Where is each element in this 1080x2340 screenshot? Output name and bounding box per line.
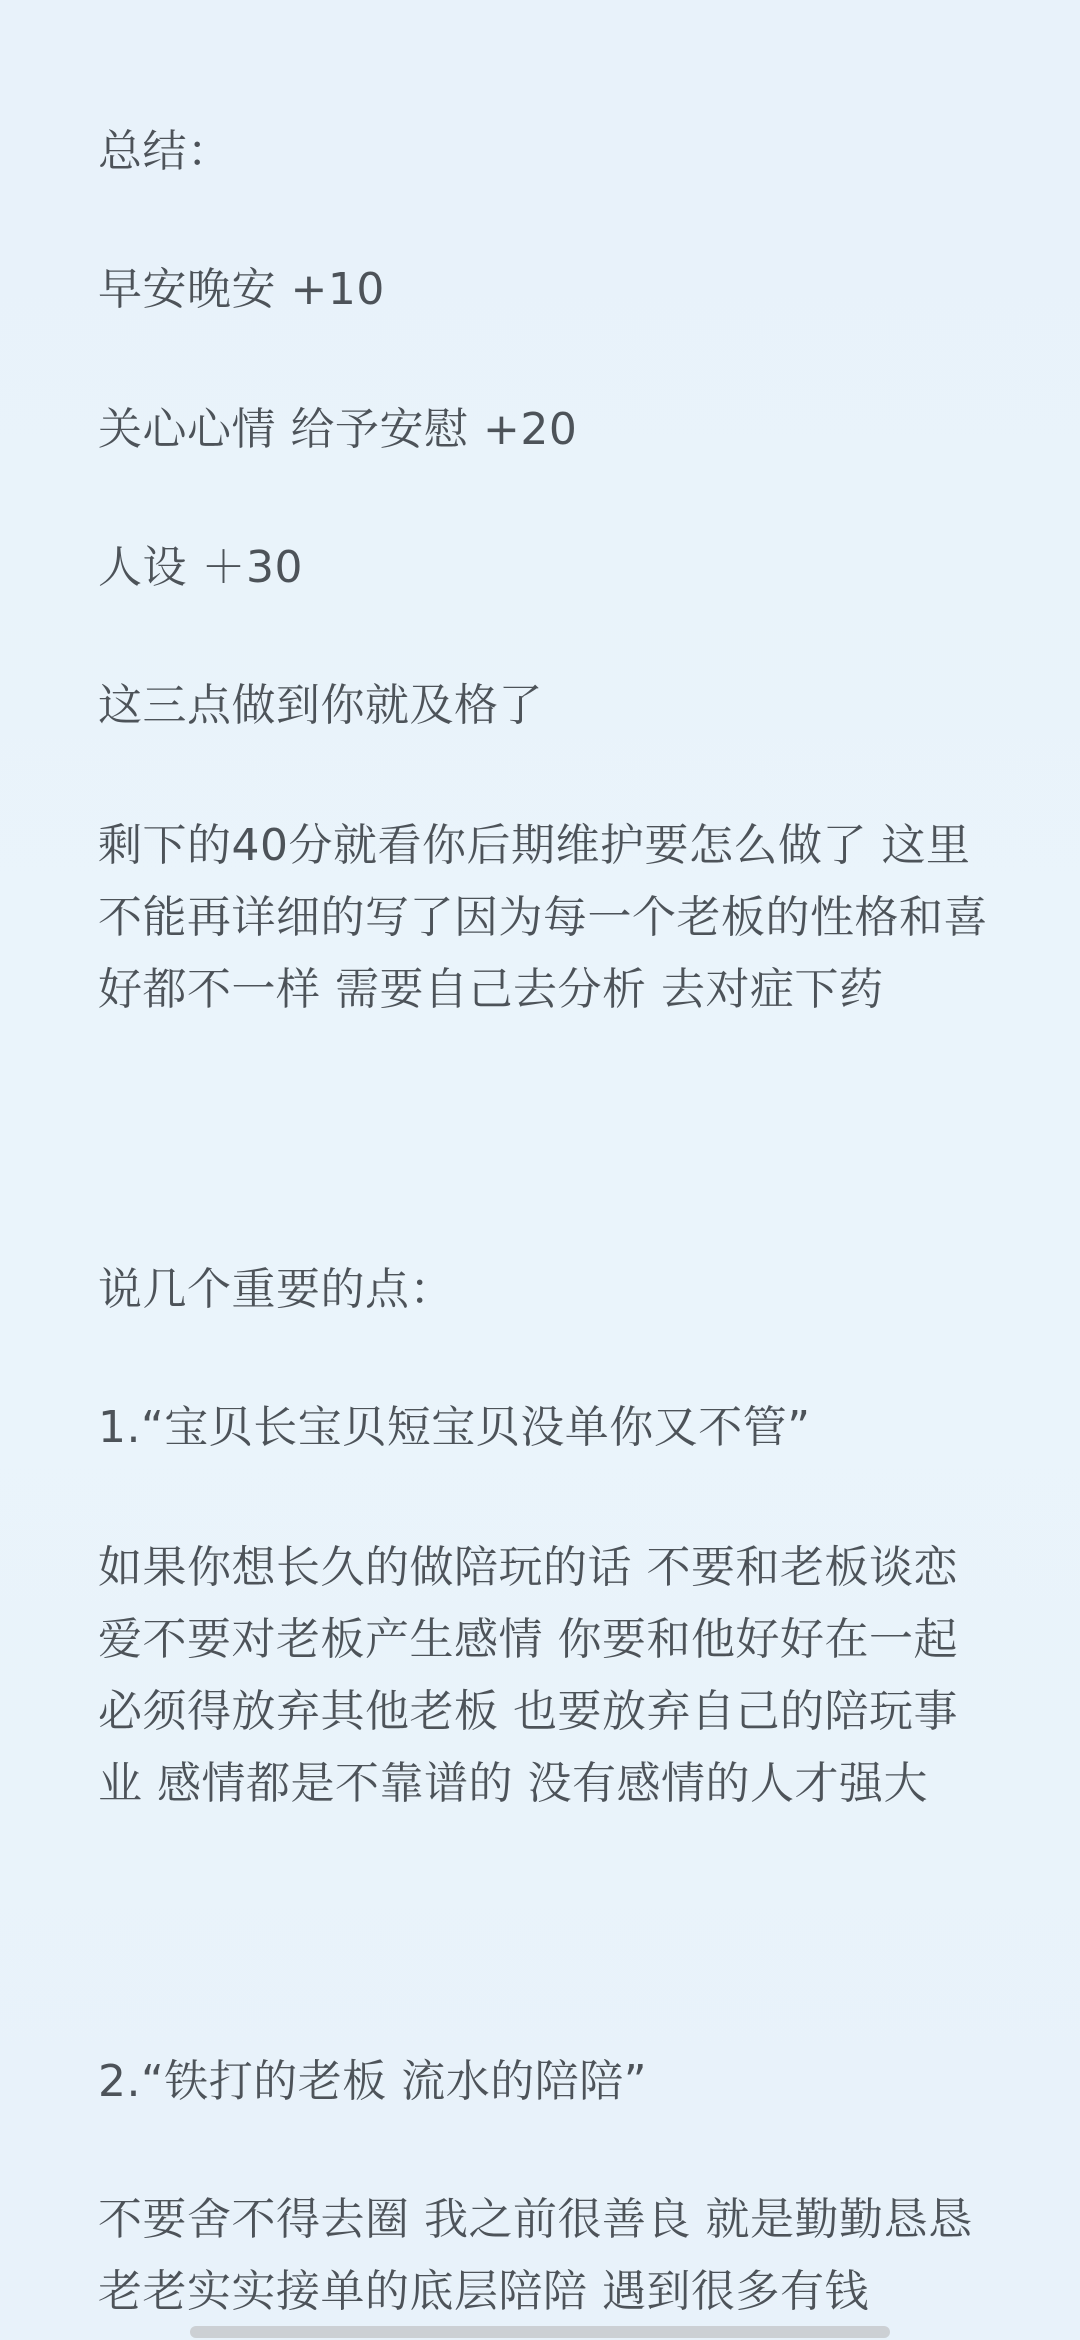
point-2-title: 2.“铁打的老板 流水的陪陪”	[98, 2056, 648, 2107]
point-2-body: 不要舍不得去圈 我之前很善良 就是勤勤恳恳老老实实接单的底层陪陪 遇到很多有钱	[98, 2194, 973, 2317]
home-indicator-bar[interactable]	[190, 2326, 890, 2338]
summary-line-greeting: 早安晚安 +10	[98, 264, 385, 315]
summary-line-care: 关心心情 给予安慰 +20	[98, 404, 578, 455]
important-points-heading: 说几个重要的点：	[98, 1264, 454, 1315]
paragraph-remaining-points: 剩下的40分就看你后期维护要怎么做了 这里不能再详细的写了因为每一个老板的性格和喜好都不一样 需要自己去分析 去对症下药	[98, 820, 988, 1015]
summary-line-persona: 人设 ＋30	[98, 542, 303, 593]
summary-line-pass: 这三点做到你就及格了	[98, 680, 543, 731]
summary-heading: 总结：	[98, 126, 232, 177]
point-1-body: 如果你想长久的做陪玩的话 不要和老板谈恋爱不要对老板产生感情 你要和他好好在一起 必须得放弃其他老板 也要放弃自己的陪玩事业 感情都是不靠谱的 没有感情的人才强大	[98, 1542, 958, 1809]
point-1-title: 1.“宝贝长宝贝短宝贝没单你又不管”	[98, 1402, 811, 1453]
